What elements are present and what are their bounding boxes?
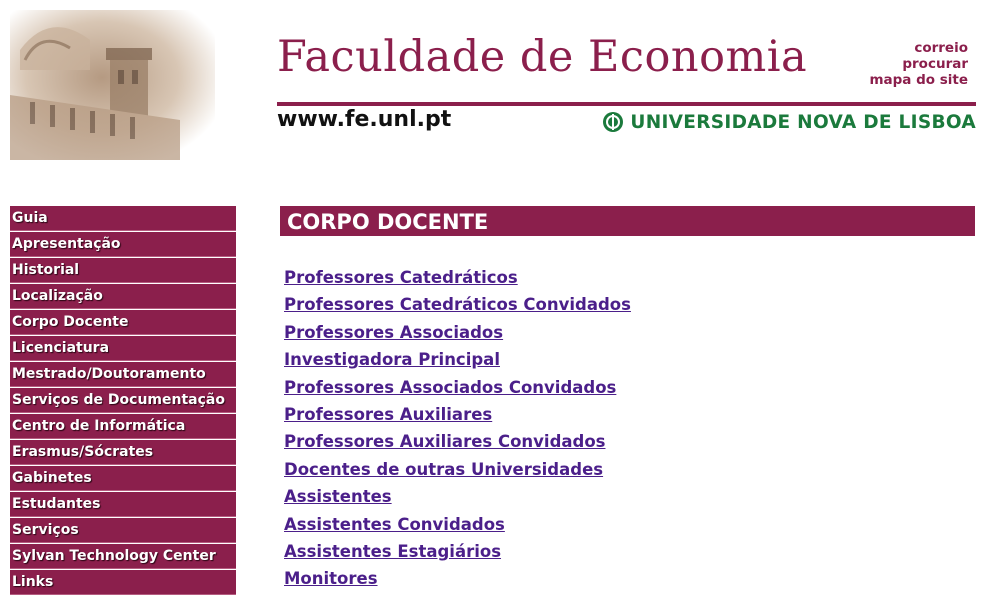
link-professores-catedraticos-convidados[interactable]: Professores Catedráticos Convidados [284, 295, 631, 315]
procurar-link[interactable]: procurar [902, 56, 968, 72]
university-name: UNIVERSIDADE NOVA DE LISBOA [630, 111, 976, 133]
link-professores-auxiliares-convidados[interactable]: Professores Auxiliares Convidados [284, 432, 606, 452]
faculty-category-list [284, 264, 631, 593]
section-header [280, 206, 975, 236]
sidebar-item-corpo-docente[interactable]: Corpo Docente [10, 310, 236, 335]
sidebar-item-apresentacao[interactable]: Apresentação [10, 232, 236, 257]
sidebar-item-gabinetes[interactable]: Gabinetes [10, 466, 236, 491]
university-logo-icon [602, 111, 624, 133]
sidebar-item-servicos-documentacao[interactable]: Serviços de Documentação [10, 388, 236, 413]
link-professores-auxiliares[interactable]: Professores Auxiliares [284, 404, 493, 424]
sidebar-item-localizacao[interactable]: Localização [10, 284, 236, 309]
page-title: CORPO DOCENTE [287, 210, 489, 234]
link-monitores[interactable]: Monitores [284, 569, 378, 589]
sidebar-item-centro-informatica[interactable]: Centro de Informática [10, 414, 236, 439]
sidebar-item-erasmus-socrates[interactable]: Erasmus/Sócrates [10, 440, 236, 465]
link-assistentes-estagiarios[interactable]: Assistentes Estagiários [284, 541, 502, 561]
mapa-do-site-link[interactable]: mapa do site [869, 72, 968, 88]
sidebar-item-servicos[interactable]: Serviços [10, 518, 236, 543]
sidebar-item-estudantes[interactable]: Estudantes [10, 492, 236, 517]
link-docentes-outras-universidades[interactable]: Docentes de outras Universidades [284, 459, 604, 479]
sidebar-item-sylvan-technology-center[interactable]: Sylvan Technology Center [10, 544, 236, 569]
link-professores-associados-convidados[interactable]: Professores Associados Convidados [284, 377, 617, 397]
sidebar-item-links[interactable]: Links [10, 570, 236, 595]
link-assistentes[interactable]: Assistentes [284, 487, 392, 507]
link-professores-catedraticos[interactable]: Professores Catedráticos [284, 268, 518, 287]
site-url: www.fe.unl.pt [277, 107, 452, 132]
university-banner[interactable] [602, 111, 976, 133]
faculty-building-photo [10, 10, 215, 160]
sidebar-item-mestrado-doutoramento[interactable]: Mestrado/Doutoramento [10, 362, 236, 387]
sidebar-nav [10, 206, 236, 596]
link-professores-associados[interactable]: Professores Associados [284, 322, 504, 342]
correio-link[interactable]: correio [914, 40, 968, 56]
link-assistentes-convidados[interactable]: Assistentes Convidados [284, 514, 505, 534]
sidebar-item-historial[interactable]: Historial [10, 258, 236, 283]
sidebar-item-licenciatura[interactable]: Licenciatura [10, 336, 236, 361]
header-divider [277, 102, 976, 106]
link-investigadora-principal[interactable]: Investigadora Principal [284, 350, 500, 370]
site-title: Faculdade de Economia [277, 32, 808, 82]
sidebar-item-guia[interactable]: Guia [10, 206, 236, 231]
top-links [869, 40, 968, 88]
